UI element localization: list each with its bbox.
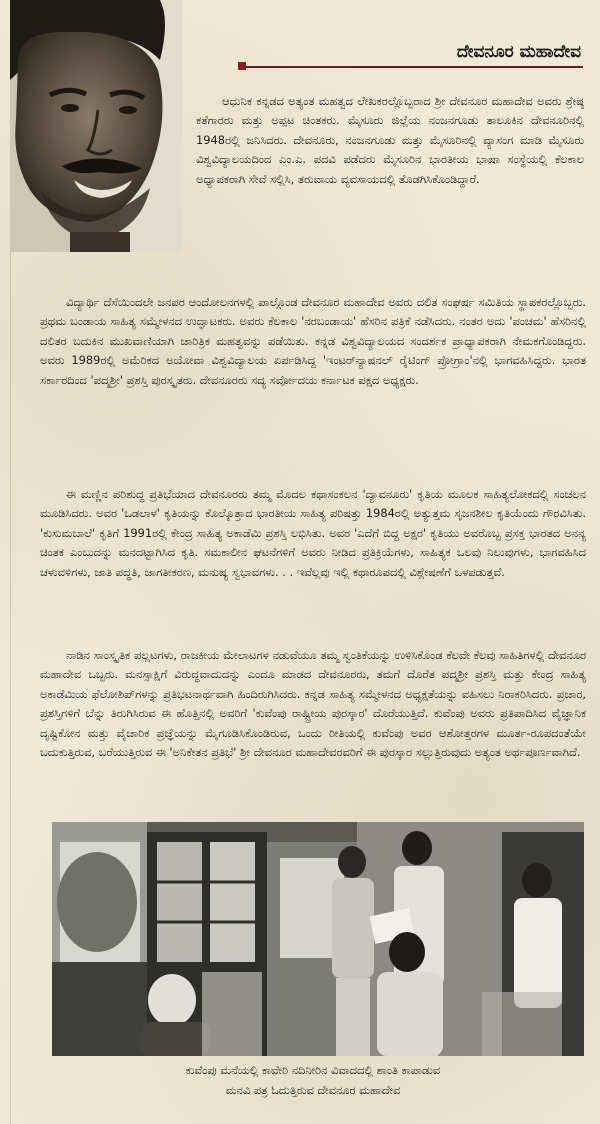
paragraph-2: ವಿದ್ಯಾರ್ಥಿ ದೆಸೆಯಿಂದಲೇ ಜನಪರ ಆಂದೋಲನಗಳಲ್ಲಿ ಪಾಲ್ಗೊಂಡ ದೇವನೂರ ಮಹಾದೇವ ಅವರು ದಲಿತ ಸಂಘರ್ಷ ಸಮಿತಿಯ ಸ್ಥಾಪಕರಲ್ಲೊಬ್ಬರು. ಪ್ರಥಮ ಬಂಡಾಯ ಸಾಹಿತ್ಯ ಸಮ್ಮೇಳನದ ಉದ್ಘಾಟಕರು. ಅವರು ಕೆಲಕಾಲ 'ನರಬಂಡಾಯ' ಹೆಸರಿನ ಪತ್ರಿಕೆ ನಡೆಸಿದರು. ನಂತರ ಅದು 'ಪಂಚಮ' ಹೆಸರಿನಲ್ಲಿ ದಲಿತರ ಬದುಕಿನ ಮುಖವಾಣಿಯಾಗಿ ಚಾರಿತ್ರಿಕ ಮಹತ್ವವನ್ನು ಪಡೆಯಿತು. ಕನ್ನಡ ವಿಶ್ವವಿದ್ಯಾಲಯದ ಸಂದರ್ಶಕ ಪ್ರಾಧ್ಯಾಪಕರಾಗಿ ನೇಮಕಗೊಂಡಿದ್ದರು. ಅವರು 1989ರಲ್ಲಿ ಅಮೆರಿಕದ ಅಯೋವಾ ವಿಶ್ವವಿದ್ಯಾಲಯ ಏರ್ಪಡಿಸಿದ್ದ 'ಇಂಟರ್‌ನ್ಯಾಷನಲ್ ರೈಟಿಂಗ್ ಪ್ರೋಗ್ರಾಂ'ನಲ್ಲಿ ಭಾಗವಹಿಸಿದ್ದರು. ಭಾರತ ಸರ್ಕಾರದಿಂದ 'ಪದ್ಮಶ್ರೀ' ಪ್ರಶಸ್ತಿ ಪುರಸ್ಕೃತರು. ದೇವನೂರರು ಸದ್ಯ ಸರ್ವೋದಯ ಕರ್ನಾಟಕ ಪಕ್ಷದ ಅಧ್ಯಕ್ಷರು. <box>40 295 586 387</box>
caption-line-1: ಕುವೆಂಪು ಮನೆಯಲ್ಲಿ ಕಾವೇರಿ ನದಿನೀರಿನ ವಿವಾದದಲ್ಲಿ ಶಾಂತಿ ಕಾಪಾಡುವ <box>185 1063 441 1077</box>
paragraph-4: ನಾಡಿನ ಸಾಂಸ್ಕೃತಿಕ ಪಲ್ಲಟಗಳು, ರಾಜಕೀಯ ಮೇಲಾಟಗಳ ನಡುವೆಯೂ ತಮ್ಮ ಸ್ವಂತಿಕೆಯನ್ನು ಉಳಿಸಿಕೊಂಡ ಕೆಲವೇ ಕೆಲವು ಸಾಹಿತಿಗಳಲ್ಲಿ ದೇವನೂರ ಮಹಾದೇವ ಒಬ್ಬರು. ಮನಸ್ಸಾಕ್ಷಿಗೆ ವಿರುದ್ಧವಾದುದನ್ನು ಎಂದೂ ಮಾಡದ ದೇವನೂರರು, ತಮಗೆ ದೊರೆತ ಪದ್ಮಶ್ರೀ ಪ್ರಶಸ್ತಿ ಮತ್ತು ಕೇಂದ್ರ ಸಾಹಿತ್ಯ ಅಕಾಡೆಮಿಯ ಫೆಲೋಶಿಪ್‌ಗಳನ್ನು ಪ್ರತಿಭಟನಾರ್ಥವಾಗಿ ಹಿಂದಿರುಗಿಸಿದರು. ಕನ್ನಡ ಸಾಹಿತ್ಯ ಸಮ್ಮೇಳನದ ಅಧ್ಯಕ್ಷತೆಯನ್ನು ವಹಿಸಲು ನಿರಾಕರಿಸಿದರು. ಪ್ರಚಾರ, ಪ್ರಶಸ್ತಿಗಳಿಗೆ ಬೆನ್ನು ತಿರುಗಿಸಿರುವ ಈ ಹೊತ್ತಿನಲ್ಲಿ ಅವರಿಗೆ 'ಕುವೆಂಪು ರಾಷ್ಟ್ರೀಯ ಪುರಸ್ಕಾರ' ದೊರೆಯುತ್ತಿದೆ. ಕುವೆಂಪು ಅವರು ಪ್ರತಿಪಾದಿಸಿದ ವೈಜ್ಞಾನಿಕ ದೃಷ್ಟಿಕೋನ ಮತ್ತು ವೈಚಾರಿಕ ಪ್ರಜ್ಞೆಯನ್ನು ಮೈಗೂಡಿಸಿಕೊಂಡಿರುವ, ಒಂದು ರೀತಿಯಲ್ಲಿ ಕುವೆಂಪು ಅವರ ಆಶೋತ್ತರಗಳ ಮೂರ್ತ-ರೂಪದಂತೆಯೇ ಬದುಕುತ್ತಿರುವ, ಬರೆಯುತ್ತಿರುವ ಈ 'ಅನಿಕೇತನ ಪ್ರತಿಭೆ' ಶ್ರೀ ದೇವನೂರ ಮಹಾದೇವರವರಿಗೆ ಈ ಪುರಸ್ಕಾರ ಸಲ್ಲುತ್ತಿರುವುದು ಅತ್ಯಂತ ಅರ್ಥಪೂರ್ಣವಾಗಿದೆ. <box>40 648 586 760</box>
paragraph-3: ಈ ಮಣ್ಣಿನ ಪರಿಶುದ್ಧ ಪ್ರತಿಭೆಯಾದ ದೇವನೂರರು ತಮ್ಮ ಮೊದಲ ಕಥಾಸಂಕಲನ 'ದ್ಯಾವನೂರು' ಕೃತಿಯ ಮೂಲಕ ಸಾಹಿತ್ಯಲೋಕದಲ್ಲಿ ಸಂಚಲನ ಮೂಡಿಸಿದರು. ಅವರ 'ಒಡಲಾಳ' ಕೃತಿಯನ್ನು ಕೊಲ್ಕೊತ್ತಾದ ಭಾರತೀಯ ಸಾಹಿತ್ಯ ಪರಿಷತ್ತು 1984ರಲ್ಲಿ ಅತ್ಯುತ್ತಮ ಸೃಜನಶೀಲ ಕೃತಿಯೆಂದು ಗೌರವಿಸಿತು. 'ಕುಸುಮಬಾಲೆ' ಕೃತಿಗೆ 1991ರಲ್ಲಿ ಕೇಂದ್ರ ಸಾಹಿತ್ಯ ಅಕಾಡೆಮಿ ಪ್ರಶಸ್ತಿ ಲಭಿಸಿತು. ಅವರ 'ಎದೆಗೆ ಬಿದ್ದ ಅಕ್ಷರ' ಕೃತಿಯು ಅವರೊಬ್ಬ ಪ್ರಸಕ್ತ ಭಾರತದ ಅನನ್ಯ ಚಿಂತಕ ಎಂಬುದನ್ನು ಮನದಟ್ಟಾಗಿಸಿದ ಕೃತಿ. ಸಮಕಾಲೀನ ಘಟನೆಗಳಿಗೆ ಅವರು ನೀಡಿದ ಪ್ರತಿಕ್ರಿಯೆಗಳು, ಸಾಹಿತ್ಯಕ ಒಲವು ನಿಲುವುಗಳು, ಭಾಗವಹಿಸಿದ ಚಳುವಳಿಗಳು, ಜಾತಿ ಪದ್ಧತಿ, ಜಾಗತೀಕರಣ, ಮನುಷ್ಯ ಸ್ವಭಾವಗಳು. . . ಇವೆಲ್ಲವು ಇಲ್ಲಿ ಕಥಾರೂಪದಲ್ಲಿ ವಿಶ್ಲೇಷಣೆಗೆ ಒಳಪಡುತ್ತವೆ. <box>40 487 586 579</box>
photo-caption <box>40 1060 586 1100</box>
kuvempu-house-photo <box>52 822 584 1056</box>
page-title: ದೇವನೂರ ಮಹಾದೇವ <box>451 42 583 62</box>
title-underline-rule <box>238 66 583 68</box>
paragraph-1: ಆಧುನಿಕ ಕನ್ನಡದ ಅತ್ಯಂತ ಮಹತ್ವದ ಲೇಖಕರಲ್ಲೊಬ್ಬರಾದ ಶ್ರೀ ದೇವನೂರ ಮಹಾದೇವ ಅವರು ಶ್ರೇಷ್ಠ ಕತೆಗಾರರು ಮತ್ತು ಅಪ್ಪಟ ಚಿಂತಕರು. ಮೈಸೂರು ಜಿಲ್ಲೆಯ ನಂಜನಗೂಡು ತಾಲೂಕಿನ ದೇವನೂರಿನಲ್ಲಿ 1948ರಲ್ಲಿ ಜನಿಸಿದರು. ದೇವನೂರು, ನಂಜನಗೂಡು ಮತ್ತು ಮೈಸೂರಿನಲ್ಲಿ ವ್ಯಾಸಂಗ ಮಾಡಿ ಮೈಸೂರು ವಿಶ್ವವಿದ್ಯಾಲಯದಿಂದ ಎಂ.ಎ. ಪದವಿ ಪಡೆದರು ಮೈಸೂರಿನ ಭಾರತೀಯ ಭಾಷಾ ಸಂಸ್ಥೆಯಲ್ಲಿ ಕೆಲಕಾಲ ಅಧ್ಯಾಪಕರಾಗಿ ಸೇವೆ ಸಲ್ಲಿಸಿ, ತರುವಾಯ ವ್ಯವಸಾಯದಲ್ಲಿ ತೊಡಗಿಸಿಕೊಂಡಿದ್ದಾರೆ. <box>196 94 584 186</box>
title-bullet-square <box>238 62 246 70</box>
author-portrait-photo <box>10 0 182 252</box>
caption-line-2: ಮನವಿ ಪತ್ರ ಓದುತ್ತಿರುವ ದೇವನೂರ ಮಹಾದೇವ <box>225 1083 401 1097</box>
portrait-illustration <box>10 0 182 252</box>
photo-illustration <box>52 822 584 1056</box>
title-block <box>238 42 583 72</box>
